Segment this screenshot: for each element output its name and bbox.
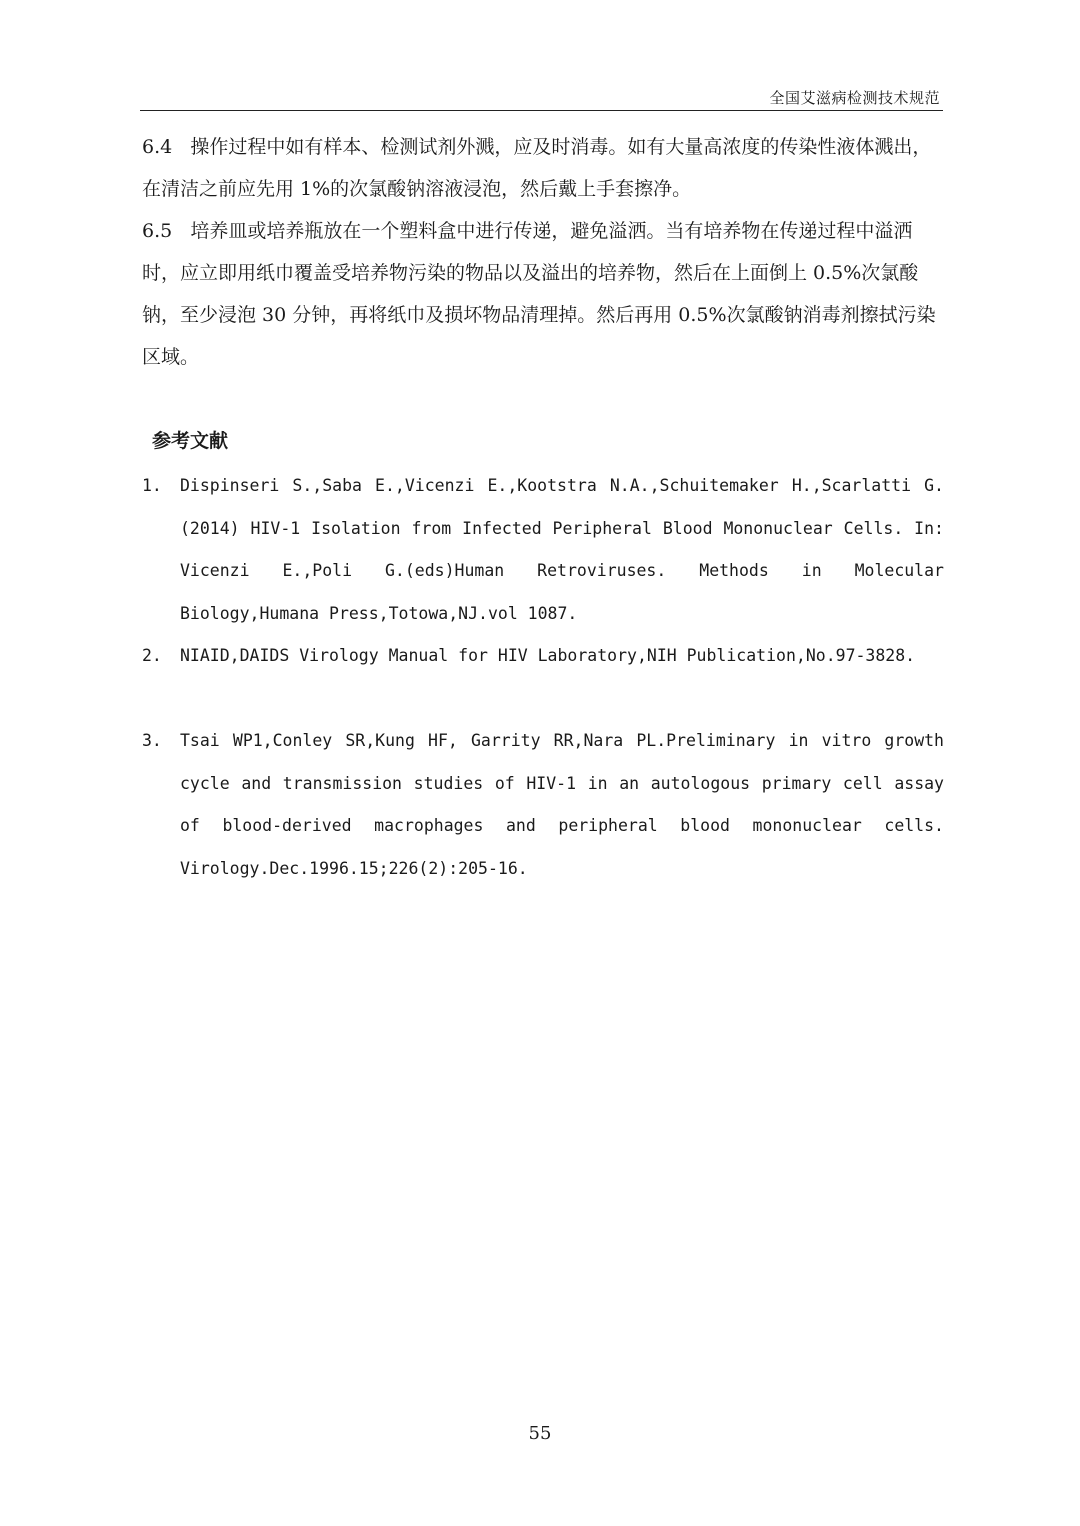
reference-text: Tsai WP1,Conley SR,Kung HF, Garrity RR,Nara PL.Preliminary in vitro growth cycle and transmission studies of HIV-1 in an autologous primary cell assay of blood-derived macrophages and peripheral blood mononuclear cells. Virology.Dec.1996.15;226(2):205-16. — [180, 731, 944, 878]
running-header-title: 全国艾滋病检测技术规范 — [769, 89, 940, 107]
section-number: 6.5 — [142, 220, 173, 242]
reference-item — [142, 720, 942, 890]
references-heading: 参考文献 — [152, 430, 229, 452]
reference-text: NIAID,DAIDS Virology Manual for HIV Laboratory,NIH Publication,No.97-3828. — [180, 646, 916, 665]
reference-item — [142, 465, 942, 635]
reference-item — [142, 635, 942, 720]
page-number: 55 — [528, 1423, 552, 1444]
section-text: 操作过程中如有样本、检测试剂外溅，应及时消毒。如有大量高浓度的传染性液体溅出，在清洁之前应先用 1%的次氯酸钠溶液浸泡，然后戴上手套擦净。 — [142, 136, 932, 200]
reference-text: Dispinseri S.,Saba E.,Vicenzi E.,Kootstra N.A.,Schuitemaker H.,Scarlatti G.(2014) HIV-1 Isolation from Infected Peripheral Blood Mononuclear Cells. In: Vicenzi E.,Poli G.(eds)Human Retroviruses. Methods in Molecular Biology,Humana Press,Totowa,NJ.vol 1087. — [180, 476, 944, 623]
section-text: 培养皿或培养瓶放在一个塑料盒中进行传递，避免溢洒。当有培养物在传递过程中溢洒时，应立即用纸巾覆盖受培养物污染的物品以及溢出的培养物，然后在上面倒上 0.5%次氯酸钠，至少浸泡 30 分钟，再将纸巾及损坏物品清理掉。然后再用 0.5%次氯酸钠消毒剂擦拭污染区域。 — [142, 220, 936, 368]
reference-number: 3. — [142, 731, 162, 750]
section-6-4 — [142, 126, 942, 210]
header-rule — [140, 110, 943, 111]
section-number: 6.4 — [142, 136, 173, 158]
section-6-5 — [142, 210, 942, 378]
reference-number: 1. — [142, 476, 162, 495]
reference-number: 2. — [142, 646, 162, 665]
